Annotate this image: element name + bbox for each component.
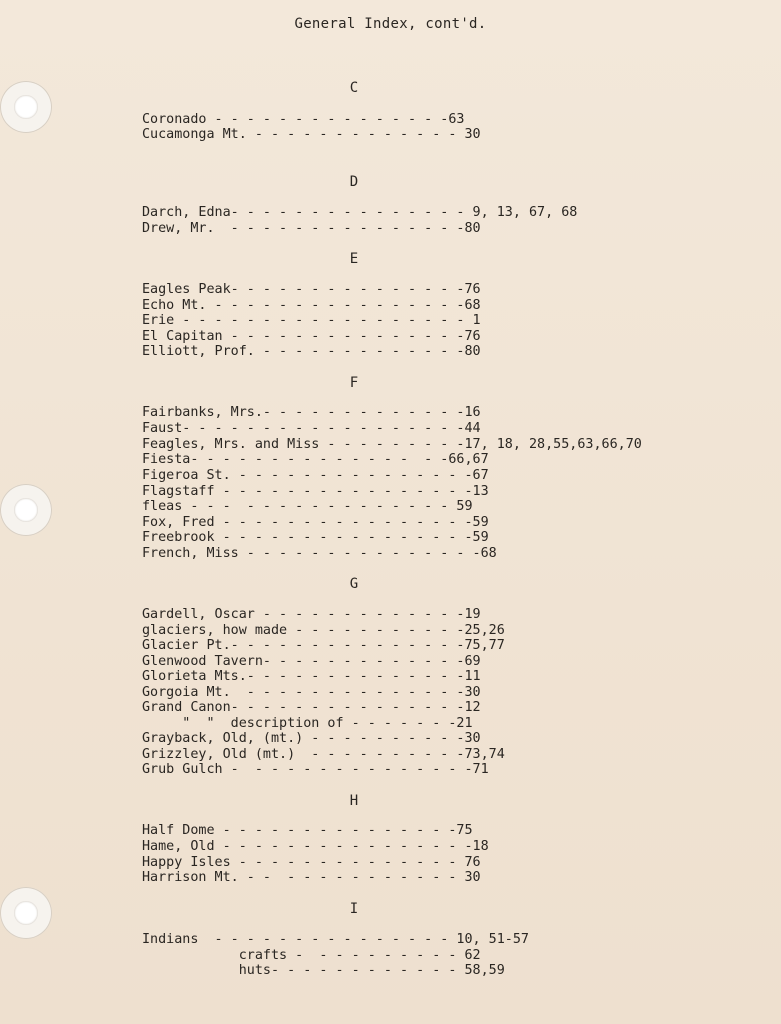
index-entry: Gorgoia Mt. - - - - - - - - - - - - - -30 (142, 685, 481, 700)
index-entry: Flagstaff - - - - - - - - - - - - - - - -13 (142, 484, 489, 499)
index-entry: Grub Gulch - - - - - - - - - - - - - - -71 (142, 762, 489, 777)
index-entry: huts- - - - - - - - - - - - 58,59 (142, 963, 505, 978)
punch-hole-middle (0, 484, 52, 536)
index-entry: Grayback, Old, (mt.) - - - - - - - - - -30 (142, 731, 481, 746)
index-entry: El Capitan - - - - - - - - - - - - - - -76 (142, 329, 481, 344)
index-entry: French, Miss - - - - - - - - - - - - - - -68 (142, 546, 497, 561)
index-entry: Figeroa St. - - - - - - - - - - - - - - -67 (142, 468, 489, 483)
index-entry: Gardell, Oscar - - - - - - - - - - - - -19 (142, 607, 481, 622)
section-letter: D (349, 174, 359, 190)
index-entry: Feagles, Mrs. and Miss - - - - - - - - -17, 18, 28,55,63,66,70 (142, 437, 642, 452)
index-entry: Drew, Mr. - - - - - - - - - - - - - - -80 (142, 221, 481, 236)
index-entry: Elliott, Prof. - - - - - - - - - - - - -80 (142, 344, 481, 359)
index-entry: glaciers, how made - - - - - - - - - - -25,26 (142, 623, 505, 638)
index-entry: Fiesta- - - - - - - - - - - - - - - -66,67 (142, 452, 489, 467)
section-letter: E (349, 251, 359, 267)
index-entry: Happy Isles - - - - - - - - - - - - - - 76 (142, 855, 481, 870)
section-letter: H (349, 793, 359, 809)
index-entry: Fox, Fred - - - - - - - - - - - - - - - -59 (142, 515, 489, 530)
index-entry: Darch, Edna- - - - - - - - - - - - - - - 9, 13, 67, 68 (142, 205, 578, 220)
section-letter: G (349, 576, 359, 592)
index-entry: Fairbanks, Mrs.- - - - - - - - - - - - -16 (142, 405, 481, 420)
index-entry: Freebrook - - - - - - - - - - - - - - - -59 (142, 530, 489, 545)
index-entry: Grand Canon- - - - - - - - - - - - - - -12 (142, 700, 481, 715)
index-entry: Erie - - - - - - - - - - - - - - - - - - 1 (142, 313, 481, 328)
index-entry: Harrison Mt. - - - - - - - - - - - - - 30 (142, 870, 481, 885)
page-title: General Index, cont'd. (294, 16, 487, 32)
index-entry: Hame, Old - - - - - - - - - - - - - - - -18 (142, 839, 489, 854)
index-entry: Glacier Pt.- - - - - - - - - - - - - - -75,77 (142, 638, 505, 653)
index-entry: Half Dome - - - - - - - - - - - - - - -75 (142, 823, 473, 838)
index-entry: fleas - - - - - - - - - - - - - - - - 59 (142, 499, 473, 514)
index-entry: crafts - - - - - - - - - - 62 (142, 948, 481, 963)
section-letter: I (349, 901, 359, 917)
index-entry: Indians - - - - - - - - - - - - - - - 10, 51-57 (142, 932, 529, 947)
index-entry: Glenwood Tavern- - - - - - - - - - - - -69 (142, 654, 481, 669)
index-entry: " " description of - - - - - - -21 (142, 716, 473, 731)
index-entry: Coronado - - - - - - - - - - - - - - -63 (142, 112, 465, 127)
index-entry: Faust- - - - - - - - - - - - - - - - - -44 (142, 421, 481, 436)
index-entry: Eagles Peak- - - - - - - - - - - - - - -76 (142, 282, 481, 297)
section-letter: C (349, 80, 359, 96)
section-letter: F (349, 375, 359, 391)
index-entry: Echo Mt. - - - - - - - - - - - - - - - -68 (142, 298, 481, 313)
index-entry: Glorieta Mts.- - - - - - - - - - - - - -11 (142, 669, 481, 684)
index-entry: Grizzley, Old (mt.) - - - - - - - - - -73,74 (142, 747, 505, 762)
index-entry: Cucamonga Mt. - - - - - - - - - - - - - 30 (142, 127, 481, 142)
